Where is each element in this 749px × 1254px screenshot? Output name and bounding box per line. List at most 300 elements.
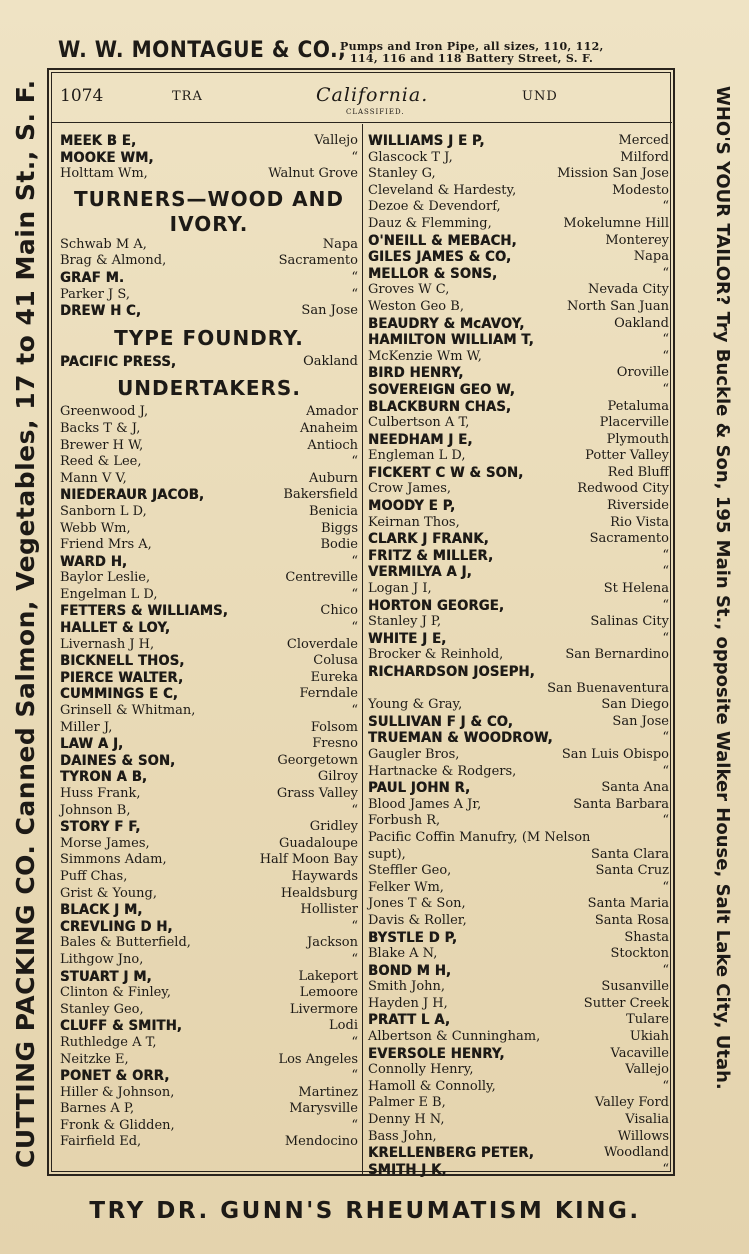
listing-row [368,216,669,233]
listing-place: “ [351,149,358,165]
listing-row [60,852,358,869]
listing-name: Greenwood J, [60,404,149,420]
listing-row [60,421,358,438]
listing-row [60,587,358,604]
listing-row [60,902,358,919]
listing-name: Blake A N, [368,946,438,962]
listing-name: Jones T & Son, [368,896,466,912]
listing-name: EVERSOLE HENRY, [368,1045,505,1062]
listing-place: Nevada City [587,282,669,298]
listing-name: KRELLENBERG PETER, [368,1145,534,1162]
listing-row [368,415,669,432]
listing-name: Barnes A P, [60,1101,135,1117]
listing-name: BICKNELL THOS, [60,653,185,670]
listing-name: CLUFF & SMITH, [60,1018,182,1035]
listing-row [368,847,669,864]
listing-row [368,930,669,947]
listing-name: CLARK J FRANK, [368,531,489,548]
listing-row [60,952,358,969]
listing-row [368,896,669,913]
listing-name: MEEK B E, [60,133,137,149]
listing-name: LAW A J, [60,736,124,753]
listing-place: Red Bluff [607,464,669,480]
section-heading-undertakers: UNDERTAKERS. [117,376,301,401]
listing-row [60,1134,358,1151]
right-guide-word: UND [522,89,558,104]
listing-row [368,913,669,930]
listing-place: “ [351,1034,358,1050]
listing-name: Stanley G, [368,166,436,182]
listing-place: Folsom [310,719,358,735]
listing-name: TRUEMAN & WOODROW, [368,730,553,747]
listing-row [60,1035,358,1052]
listing-row [60,404,358,421]
listing-name: VERMILYA A J, [368,564,472,581]
listing-place: “ [662,332,669,348]
listing-row [368,531,669,548]
listing-place: San Jose [301,303,358,319]
state-title: California. [316,84,429,106]
listing-name: Hamoll & Connolly, [368,1078,496,1094]
listing-name: Livernash J H, [60,636,155,652]
listing-name: Grinsell & Whitman, [60,703,196,719]
right-column [368,133,669,1178]
listing-row [60,270,358,287]
listing-row [60,471,358,488]
listing-name: TYRON A B, [60,769,148,786]
listing-place: Hollister [300,902,358,918]
listing-name: HAMILTON WILLIAM T, [368,332,534,349]
listing-place: North San Juan [566,298,669,314]
listing-place: Marysville [289,1101,358,1117]
listing-name: NIEDERAUR JACOB, [60,487,205,504]
listing-name: McKenzie Wm W, [368,348,482,364]
listing-name: CUMMINGS E C, [60,686,178,703]
listing-place: Plymouth [606,431,669,447]
listing-row [368,797,669,814]
listing-place: “ [662,763,669,779]
listing-row [368,979,669,996]
listing-name: Hartnacke & Rodgers, [368,763,517,779]
listing-place: “ [351,1117,358,1133]
listing-place: Valley Ford [594,1095,669,1111]
listing-name: Puff Chas, [60,868,128,884]
listing-name: BEAUDRY & McAVOY, [368,315,525,332]
listing-place: Sacramento [589,531,669,547]
listing-group [60,237,358,320]
listing-row [60,287,358,304]
listing-name: Friend Mrs A, [60,537,152,553]
listing-row [368,233,669,250]
listing-place: Santa Maria [587,896,669,912]
running-header [60,86,666,120]
listing-row [368,481,669,498]
listing-row [60,303,358,320]
listing-name: O'NEILL & MEBACH, [368,232,517,249]
listing-place: Monterey [605,232,669,248]
listing-row [368,432,669,449]
listing-name: Simmons Adam, [60,852,167,868]
listing-place: Anaheim [299,420,358,436]
listing-row [368,564,669,581]
listing-name: Denny H N, [368,1112,445,1128]
listing-row [60,769,358,786]
listing-name: Neitzke E, [60,1051,129,1067]
listing-place: San Bernardino [565,647,669,663]
listing-place: “ [662,381,669,397]
listing-row [368,614,669,631]
listing-name: GRAF M. [60,269,125,286]
listing-name: Reed & Lee, [60,454,142,470]
listing-name: Forbush R, [368,813,441,829]
listing-row [60,438,358,455]
listing-place: Lemoore [299,985,358,1001]
listing-row [368,1145,669,1162]
listing-name: Parker J S, [60,286,130,302]
listing-row [60,686,358,703]
listing-name: Sanborn L D, [60,503,147,519]
listing-row [60,537,358,554]
top-advertisement [58,38,678,66]
listing-place: Lodi [329,1018,358,1034]
listing-row [60,803,358,820]
listing-row [60,620,358,637]
listing-place: “ [351,586,358,602]
column-divider [362,124,363,1174]
listing-row [368,498,669,515]
listing-place: “ [662,199,669,215]
listing-name: FRITZ & MILLER, [368,547,494,564]
listing-place: “ [662,265,669,281]
listing-name: PACIFIC PRESS, [60,353,177,370]
listing-row [368,1112,669,1129]
listing-place: “ [662,597,669,613]
listing-row [60,819,358,836]
listing-place: Mokelumne Hill [563,215,669,231]
listing-place: Vallejo [625,1062,669,1078]
listing-name: Bass John, [368,1128,437,1144]
listing-name: STORY F F, [60,819,141,836]
listing-place: Santa Clara [591,846,669,862]
listing-place: “ [351,269,358,285]
listing-row [368,349,669,366]
listing-row [368,1095,669,1112]
top-ad-firm: W. W. MONTAGUE & CO., [58,38,347,63]
section-heading-type-foundry: TYPE FOUNDRY. [114,325,304,350]
listing-row [368,332,669,349]
listing-name: BYSTLE D P, [368,929,458,946]
listing-place: Jackson [307,935,358,951]
listing-row [60,521,358,538]
listing-row [368,166,669,183]
listing-row [60,935,358,952]
listing-row [368,515,669,532]
listing-name: Groves W C, [368,282,450,298]
listing-place: Santa Barbara [573,796,669,812]
listing-row [368,199,669,216]
listing-name: PONET & ORR, [60,1068,170,1085]
listing-name: Crow James, [368,481,452,497]
listing-name: Cleveland & Hardesty, [368,182,517,198]
listing-place: Half Moon Bay [259,852,358,868]
listing-row [60,150,358,167]
listing-place: Georgetown [277,752,358,768]
listing-row [368,1162,669,1179]
listing-row [368,382,669,399]
listing-name: Smith John, [368,979,446,995]
listing-row [368,150,669,167]
listing-name: Steffler Geo, [368,863,452,879]
listing-place: Willows [617,1128,669,1144]
listing-name: Engelman L D, [60,586,158,602]
listing-row [60,1002,358,1019]
listing-row [60,354,358,371]
listing-row [368,183,669,200]
listing-place: Santa Rosa [594,912,669,928]
listing-row [60,637,358,654]
listing-row [60,753,358,770]
listing-name: Hiller & Johnson, [60,1084,175,1100]
listing-place: Napa [322,236,358,252]
listing-row [368,664,669,681]
listing-name: Engleman L D, [368,448,466,464]
listing-place: Mission San Jose [557,166,669,182]
listing-row [368,830,669,847]
listing-place: “ [351,951,358,967]
listing-place: Sutter Creek [583,995,669,1011]
top-ad-line-1: Pumps and Iron Pipe, all sizes, 110, 112, [340,40,604,53]
listing-row [368,813,669,830]
listing-name: Lithgow Jno, [60,951,144,967]
listing-row [60,886,358,903]
listing-row [60,253,358,270]
listing-name: SOVEREIGN GEO W, [368,381,515,398]
listing-name: Keirnan Thos, [368,514,460,530]
listing-place: “ [662,879,669,895]
listing-place: Los Angeles [278,1051,358,1067]
listing-row [368,714,669,731]
listing-place: Oroville [616,365,669,381]
listing-name: SULLIVAN F J & CO, [368,713,513,730]
listing-row [368,465,669,482]
listing-name: HALLET & LOY, [60,620,171,637]
listing-row [60,869,358,886]
listing-place: San Luis Obispo [561,746,669,762]
listing-row [60,504,358,521]
listing-row [368,764,669,781]
listing-row [368,1129,669,1146]
listing-name: WHITE J E, [368,630,447,647]
listing-name: Holttam Wm, [60,166,148,182]
listing-name: Dauz & Flemming, [368,215,492,231]
listing-place: Sacramento [278,253,358,269]
listing-row [60,1118,358,1135]
listing-place: Livermore [289,1001,358,1017]
listing-name: Culbertson A T, [368,415,470,431]
listing-row [60,1052,358,1069]
listing-name: Felker Wm, [368,879,444,895]
listing-name: MOODY E P, [368,498,456,515]
listing-name: supt), [368,846,406,862]
listing-name: Stanley Geo, [60,1001,144,1017]
listing-place: “ [351,620,358,636]
listing-name: Glascock T J, [368,149,453,165]
listing-name: Palmer E B, [368,1095,446,1111]
listing-row [368,548,669,565]
listing-row [60,570,358,587]
listing-row [368,299,669,316]
listing-name: BLACKBURN CHAS, [368,398,512,415]
listing-group [60,354,358,371]
listing-place: “ [351,454,358,470]
listing-name: DAINES & SON, [60,752,176,769]
listing-place: Petaluma [607,398,669,414]
listing-place: Modesto [612,182,669,198]
listing-place: Riverside [606,498,669,514]
listing-row [368,1029,669,1046]
listing-name: SMITH J K, [368,1161,447,1178]
listing-name: Brewer H W, [60,437,144,453]
listing-row [60,166,358,183]
listing-row [60,653,358,670]
listing-row [60,1085,358,1102]
listing-row [368,863,669,880]
listing-place: Merced [618,133,669,148]
listing-name: FETTERS & WILLIAMS, [60,603,228,620]
listing-place: St Helena [603,581,669,597]
listing-name: Morse James, [60,835,150,851]
page-number: 1074 [60,86,104,106]
listing-row [60,736,358,753]
listing-place: Benicia [309,503,358,519]
listing-row [60,603,358,620]
listing-row [368,1062,669,1079]
listing-name: MELLOR & SONS, [368,265,498,282]
listing-name: Fairfield Ed, [60,1134,142,1150]
listing-name: Connolly Henry, [368,1062,474,1078]
listing-place: Antioch [307,437,358,453]
listing-name: Young & Gray, [368,697,463,713]
listing-place: “ [351,1068,358,1084]
listing-row [368,266,669,283]
listing-place: Tulare [626,1012,669,1028]
listing-name: Bales & Butterfield, [60,935,191,951]
listing-place: “ [662,1078,669,1094]
listing-place: Lakeport [298,968,358,984]
section-heading-turners: TURNERS—WOOD AND IVORY. [74,186,344,236]
listing-name: NEEDHAM J E, [368,431,473,448]
listing-place: “ [662,1161,669,1177]
listing-row [60,454,358,471]
listing-place: Martinez [298,1084,358,1100]
listing-row [60,985,358,1002]
listing-name: Fronk & Glidden, [60,1117,175,1133]
listing-name: Mann V V, [60,470,127,486]
listing-place: Guadaloupe [279,835,358,851]
listing-place: Gilroy [317,769,358,785]
listing-place: “ [662,962,669,978]
listing-row [368,316,669,333]
listing-name: PRATT L A, [368,1012,451,1029]
listing-name: WILLIAMS J E P, [368,133,485,149]
listing-place: Salinas City [590,614,669,630]
listing-place: “ [351,802,358,818]
listing-name: Dezoe & Devendorf, [368,199,501,215]
listing-name: Clinton & Finley, [60,985,172,1001]
listing-name: Logan J I, [368,581,432,597]
listing-row [368,249,669,266]
listing-name: Gaugler Bros, [368,746,460,762]
listing-name: RICHARDSON JOSEPH, [368,664,535,680]
listing-name: Backs T & J, [60,420,141,436]
listing-place: San Buenaventura [547,680,669,696]
listing-name: BOND M H, [368,962,452,979]
listing-name: Huss Frank, [60,786,141,801]
listing-name: Grist & Young, [60,885,157,901]
listing-place: Haywards [291,868,358,884]
listing-place: “ [662,348,669,364]
listing-name: Baylor Leslie, [60,570,151,586]
listing-row [60,670,358,687]
listing-name: Pacific Coffin Manufry, (M Nelson [368,829,591,845]
left-margin-advertisement: CUTTING PACKING CO. Canned Salmon, Vegetables, 17 to 41 Main St., S. F. [11,79,40,1168]
listing-row [368,681,669,698]
listing-place: Milford [620,149,669,165]
listing-row [60,969,358,986]
listing-row [368,282,669,299]
listing-name: Davis & Roller, [368,912,467,928]
listing-place: Shasta [624,929,669,945]
listing-row [368,697,669,714]
listing-place: Oakland [614,315,669,331]
listing-place: Potter Valley [585,448,669,464]
listing-name: BIRD HENRY, [368,365,464,382]
listing-place: “ [351,918,358,934]
listing-row [368,399,669,416]
listing-row [368,365,669,382]
listing-name: STUART J M, [60,968,152,985]
top-ad-line-2: 114, 116 and 118 Battery Street, S. F. [350,52,594,65]
listing-name: BLACK J M, [60,902,143,919]
listing-name: Ruthledge A T, [60,1034,157,1050]
listing-row [368,448,669,465]
listing-place: Ukiah [629,1029,669,1045]
listing-row [60,237,358,254]
bottom-advertisement: TRY DR. GUNN'S RHEUMATISM KING. [89,1198,641,1224]
listing-place: Centreville [285,570,358,586]
listing-row [368,133,669,150]
listing-name: Hayden J H, [368,995,448,1011]
listing-place: Placerville [599,415,669,431]
listing-place: Santa Ana [601,780,669,796]
listing-place: Auburn [308,470,358,486]
listing-place: Amador [306,404,358,420]
listing-name: Schwab M A, [60,236,147,252]
listing-name: Blood James A Jr, [368,796,482,812]
listing-place: Cloverdale [286,636,358,652]
listing-group [60,133,358,183]
listing-place: “ [351,286,358,302]
classified-label: CLASSIFIED. [346,108,405,116]
listing-name: MOOKE WM, [60,149,154,166]
listing-name: Brocker & Reinhold, [368,647,504,663]
listing-place: Biggs [320,520,358,536]
listing-row [60,487,358,504]
listing-place: Chico [320,603,358,619]
listing-name: WARD H, [60,553,128,570]
listing-row [368,647,669,664]
listing-place: Redwood City [577,481,669,497]
